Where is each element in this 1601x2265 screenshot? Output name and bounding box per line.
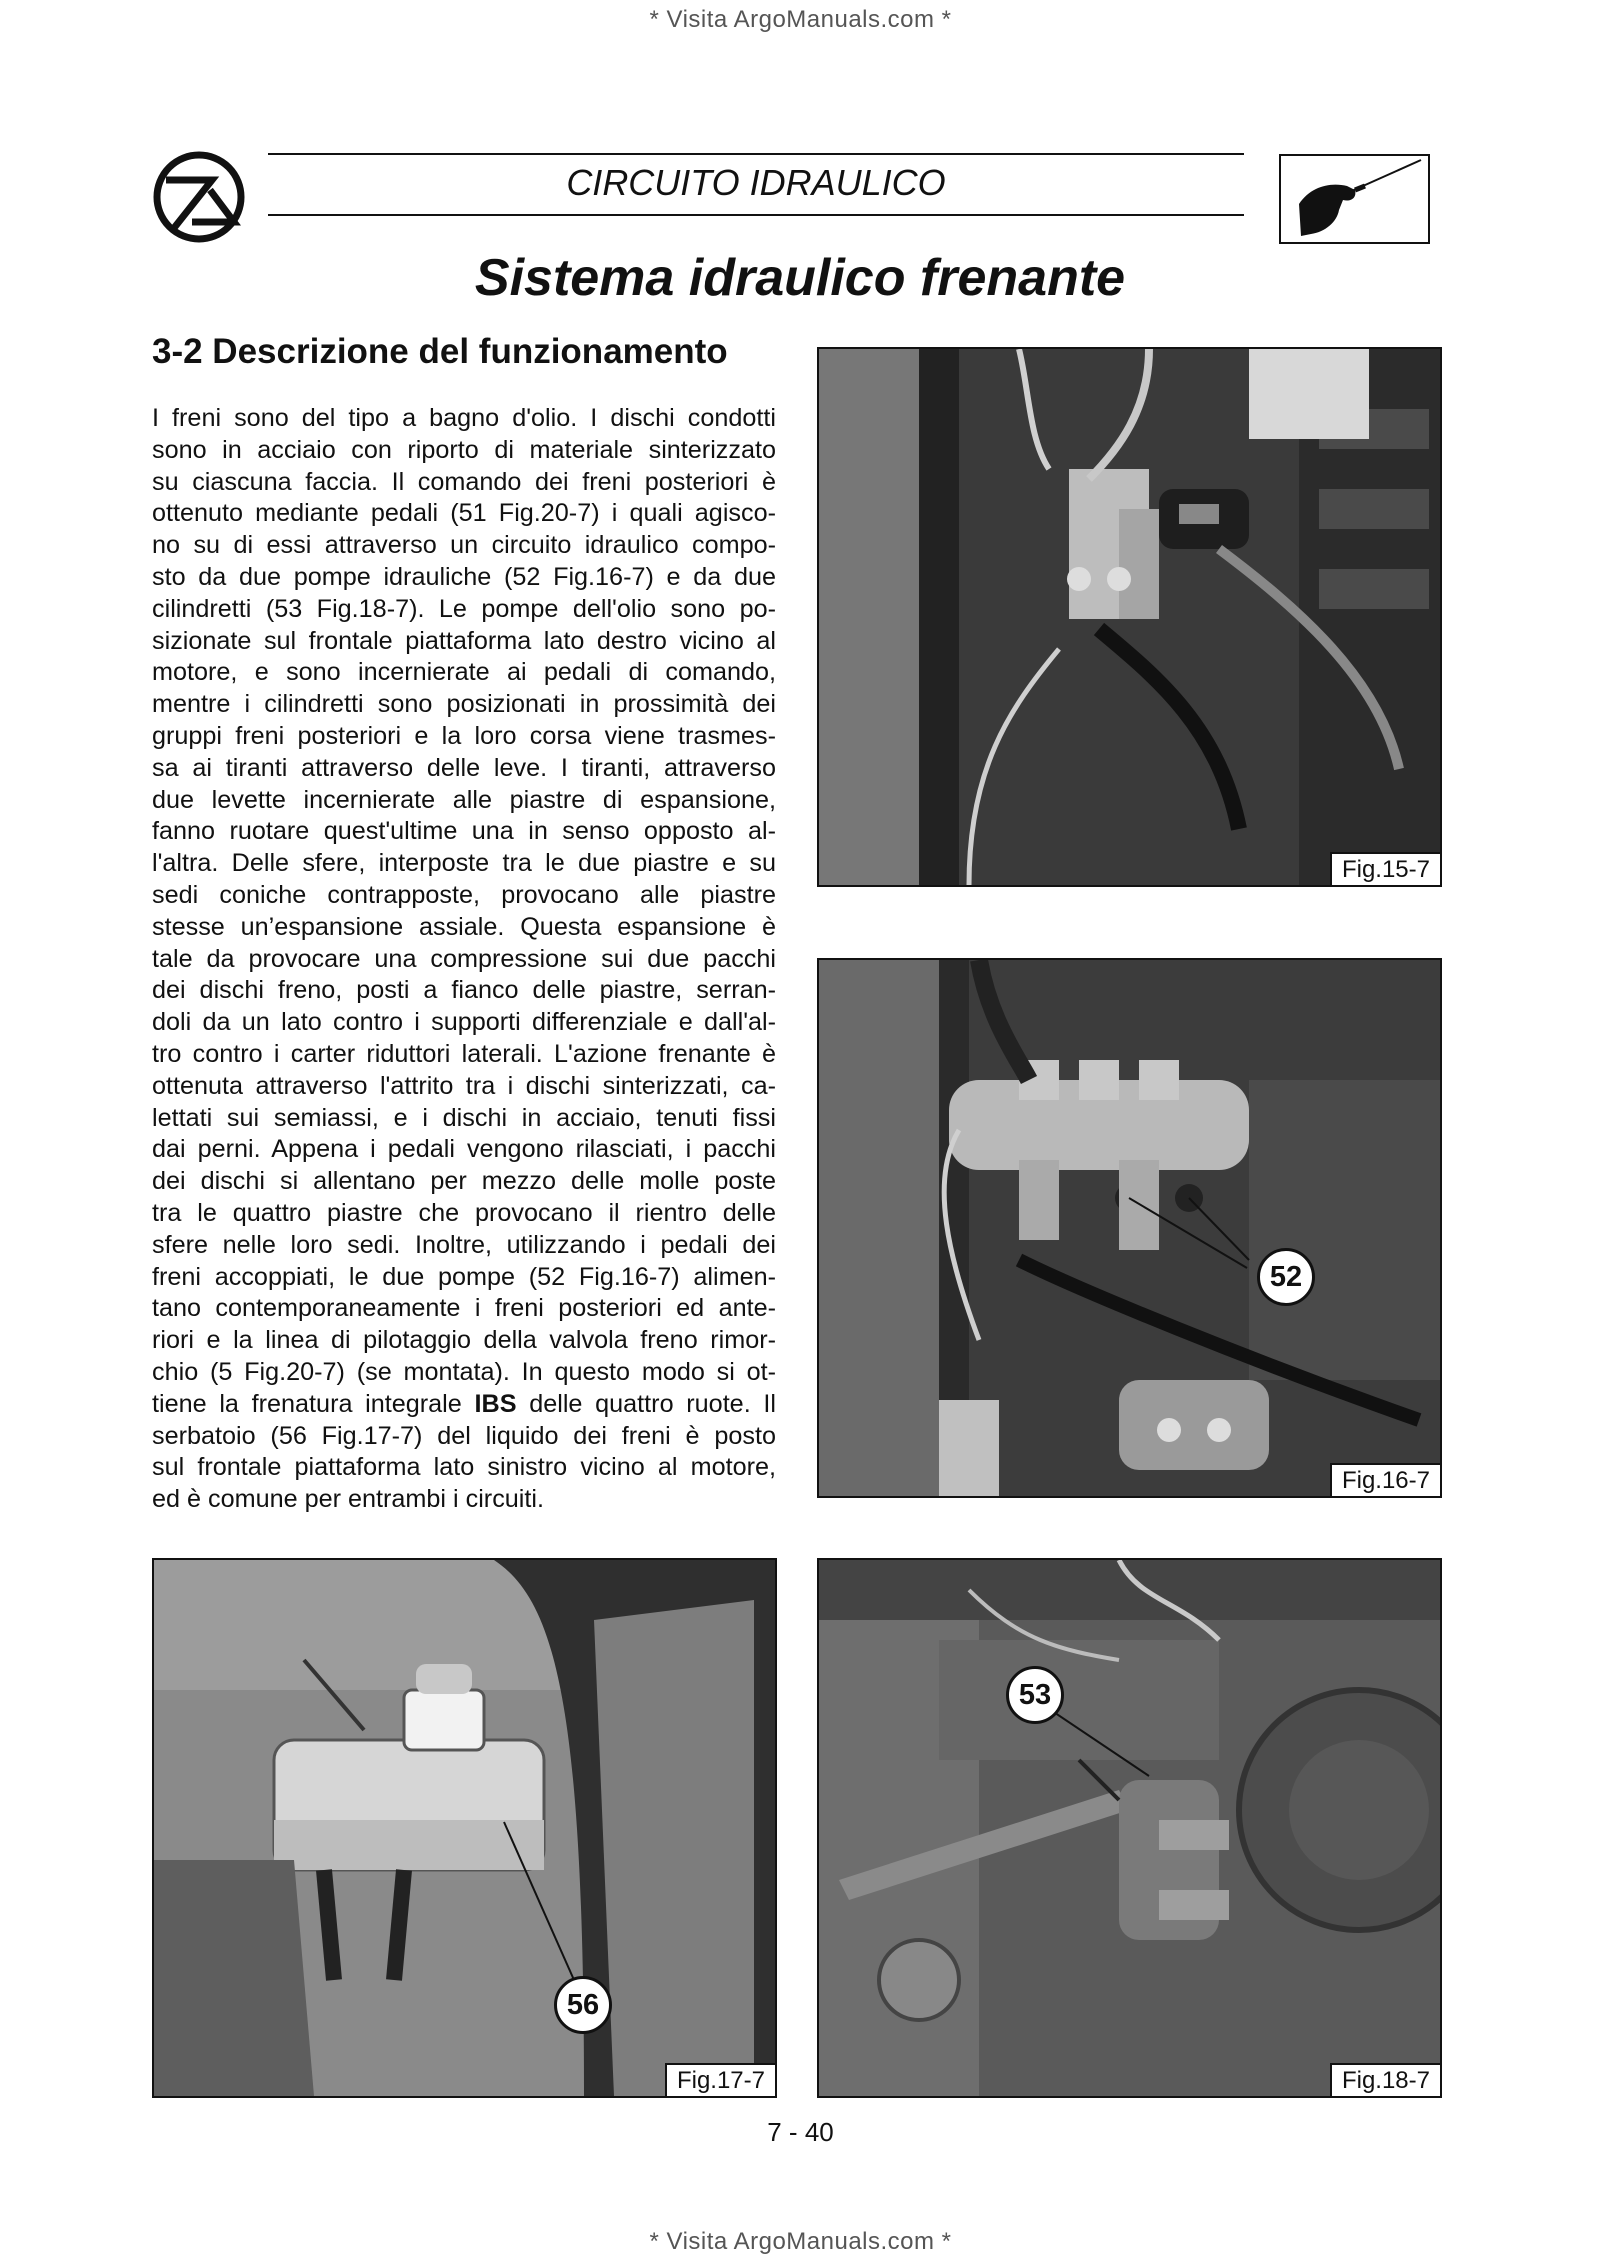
text-line: dei dischi freno, posti a fianco delle piastre, serran-	[152, 976, 776, 1005]
text-line: dai perni. Appena i pedali vengono rilasciati, i pacchi	[152, 1135, 776, 1164]
callout-52: 52	[1257, 1248, 1315, 1306]
figure-label: Fig.15-7	[1330, 852, 1440, 885]
text-line: serbatoio (56 Fig.17-7) del liquido dei freni è posto	[152, 1421, 776, 1450]
text-line: I freni sono del tipo a bagno d'olio. I dischi condotti	[152, 404, 776, 432]
text-line: mentre i cilindretti sono posizionati in prossimità dei	[152, 690, 776, 719]
header-rule-top	[268, 153, 1244, 155]
brake-fluid-reservoir-photo	[154, 1560, 775, 2096]
text-line: sto da due pompe idrauliche (52 Fig.16-7) e da due	[152, 562, 776, 591]
figure-label: Fig.18-7	[1330, 2063, 1440, 2096]
figure-label: Fig.16-7	[1330, 1463, 1440, 1496]
watermark-top: * Visita ArgoManuals.com *	[649, 6, 952, 33]
text-line	[152, 1389, 776, 1421]
section-heading: 3-2 Descrizione del funzionamento	[152, 332, 728, 371]
text-line: ed è comune per entrambi i circuiti.	[152, 1485, 544, 1514]
text-line: sizionate sul frontale piattaforma lato destro vicino al	[152, 626, 776, 655]
text-line: tro contro i carter riduttori laterali. L'azione frenante è	[152, 1039, 776, 1068]
text-line: sfere nelle loro sedi. Inoltre, utilizzando i pedali dei	[152, 1230, 776, 1259]
watermark-bottom: * Visita ArgoManuals.com *	[649, 2228, 952, 2255]
figure-18-7	[817, 1558, 1442, 2098]
figure-15-7	[817, 347, 1442, 887]
body-paragraph	[152, 403, 776, 1516]
brake-pumps-photo	[819, 960, 1440, 1496]
hydraulic-valve-photo	[819, 349, 1440, 885]
text-line: tano contemporaneamente i freni posteriori ed ante-	[152, 1294, 776, 1323]
text-fragment: tiene la frenatura integrale	[152, 1389, 475, 1418]
text-line: tale da provocare una compressione sui due pacchi	[152, 944, 776, 973]
text-line: fanno ruotare quest'ultime una in senso opposto al-	[152, 817, 776, 846]
text-line: no su di essi attraverso un circuito idraulico compo-	[152, 531, 776, 560]
text-line: sul frontale piattaforma lato sinistro vicino al motore,	[152, 1453, 776, 1482]
ibs-emphasis: IBS	[474, 1389, 517, 1418]
figure-label: Fig.17-7	[665, 2063, 775, 2096]
figure-16-7	[817, 958, 1442, 1498]
text-line: su ciascuna faccia. Il comando dei freni posteriori è	[152, 467, 776, 496]
brake-cylinder-photo	[819, 1560, 1440, 2096]
text-line: ottenuta attraverso l'attrito tra i dischi sinterizzati, ca-	[152, 1071, 776, 1100]
text-line: dei dischi si allentano per mezzo delle molle poste	[152, 1167, 776, 1196]
text-line: due levette incernierate alle piastre di espansione,	[152, 785, 776, 814]
text-line: lettati sui semiassi, e i dischi in acciaio, tenuti fissi	[152, 1103, 776, 1132]
text-line: tra le quattro piastre che provocano il rientro delle	[152, 1198, 776, 1227]
text-line: riori e la linea di pilotaggio della valvola freno rimor-	[152, 1326, 776, 1355]
section-header-title: CIRCUITO IDRAULICO	[566, 162, 946, 203]
callout-56: 56	[554, 1976, 612, 2034]
header-rule-bottom	[268, 214, 1244, 216]
text-line: ottenuto mediante pedali (51 Fig.20-7) i quali agisco-	[152, 499, 776, 528]
figure-17-7	[152, 1558, 777, 2098]
text-line: doli da un lato contro i supporti differenziale e dall'al-	[152, 1008, 776, 1037]
page-number: 7 - 40	[767, 2117, 834, 2147]
text-line: sono in acciaio con riporto di materiale sinterizzato	[152, 435, 776, 464]
text-line: gruppi freni posteriori e la loro corsa viene trasmes-	[152, 721, 776, 750]
text-line: freni accoppiati, le due pompe (52 Fig.16-7) alimen-	[152, 1262, 776, 1291]
text-line: cilindretti (53 Fig.18-7). Le pompe dell'olio sono po-	[152, 594, 776, 623]
text-line: stesse un’espansione assiale. Questa espansione è	[152, 912, 776, 941]
text-line: sa ai tiranti attraverso delle leve. I tiranti, attraverso	[152, 753, 776, 782]
brand-logo-icon	[152, 150, 246, 244]
text-line: motore, e sono incernierate ai pedali di comando,	[152, 658, 776, 687]
callout-53: 53	[1006, 1666, 1064, 1724]
text-line: chio (5 Fig.20-7) (se montata). In questo modo si ot-	[152, 1357, 776, 1386]
pointing-hand-icon	[1279, 154, 1430, 244]
text-line: sedi coniche contrapposte, provocano alle piastre	[152, 880, 776, 909]
page-title: Sistema idraulico frenante	[474, 249, 1126, 307]
text-line: l'altra. Delle sfere, interposte tra le due piastre e su	[152, 849, 776, 878]
text-fragment: delle quattro ruote. Il	[516, 1389, 776, 1418]
